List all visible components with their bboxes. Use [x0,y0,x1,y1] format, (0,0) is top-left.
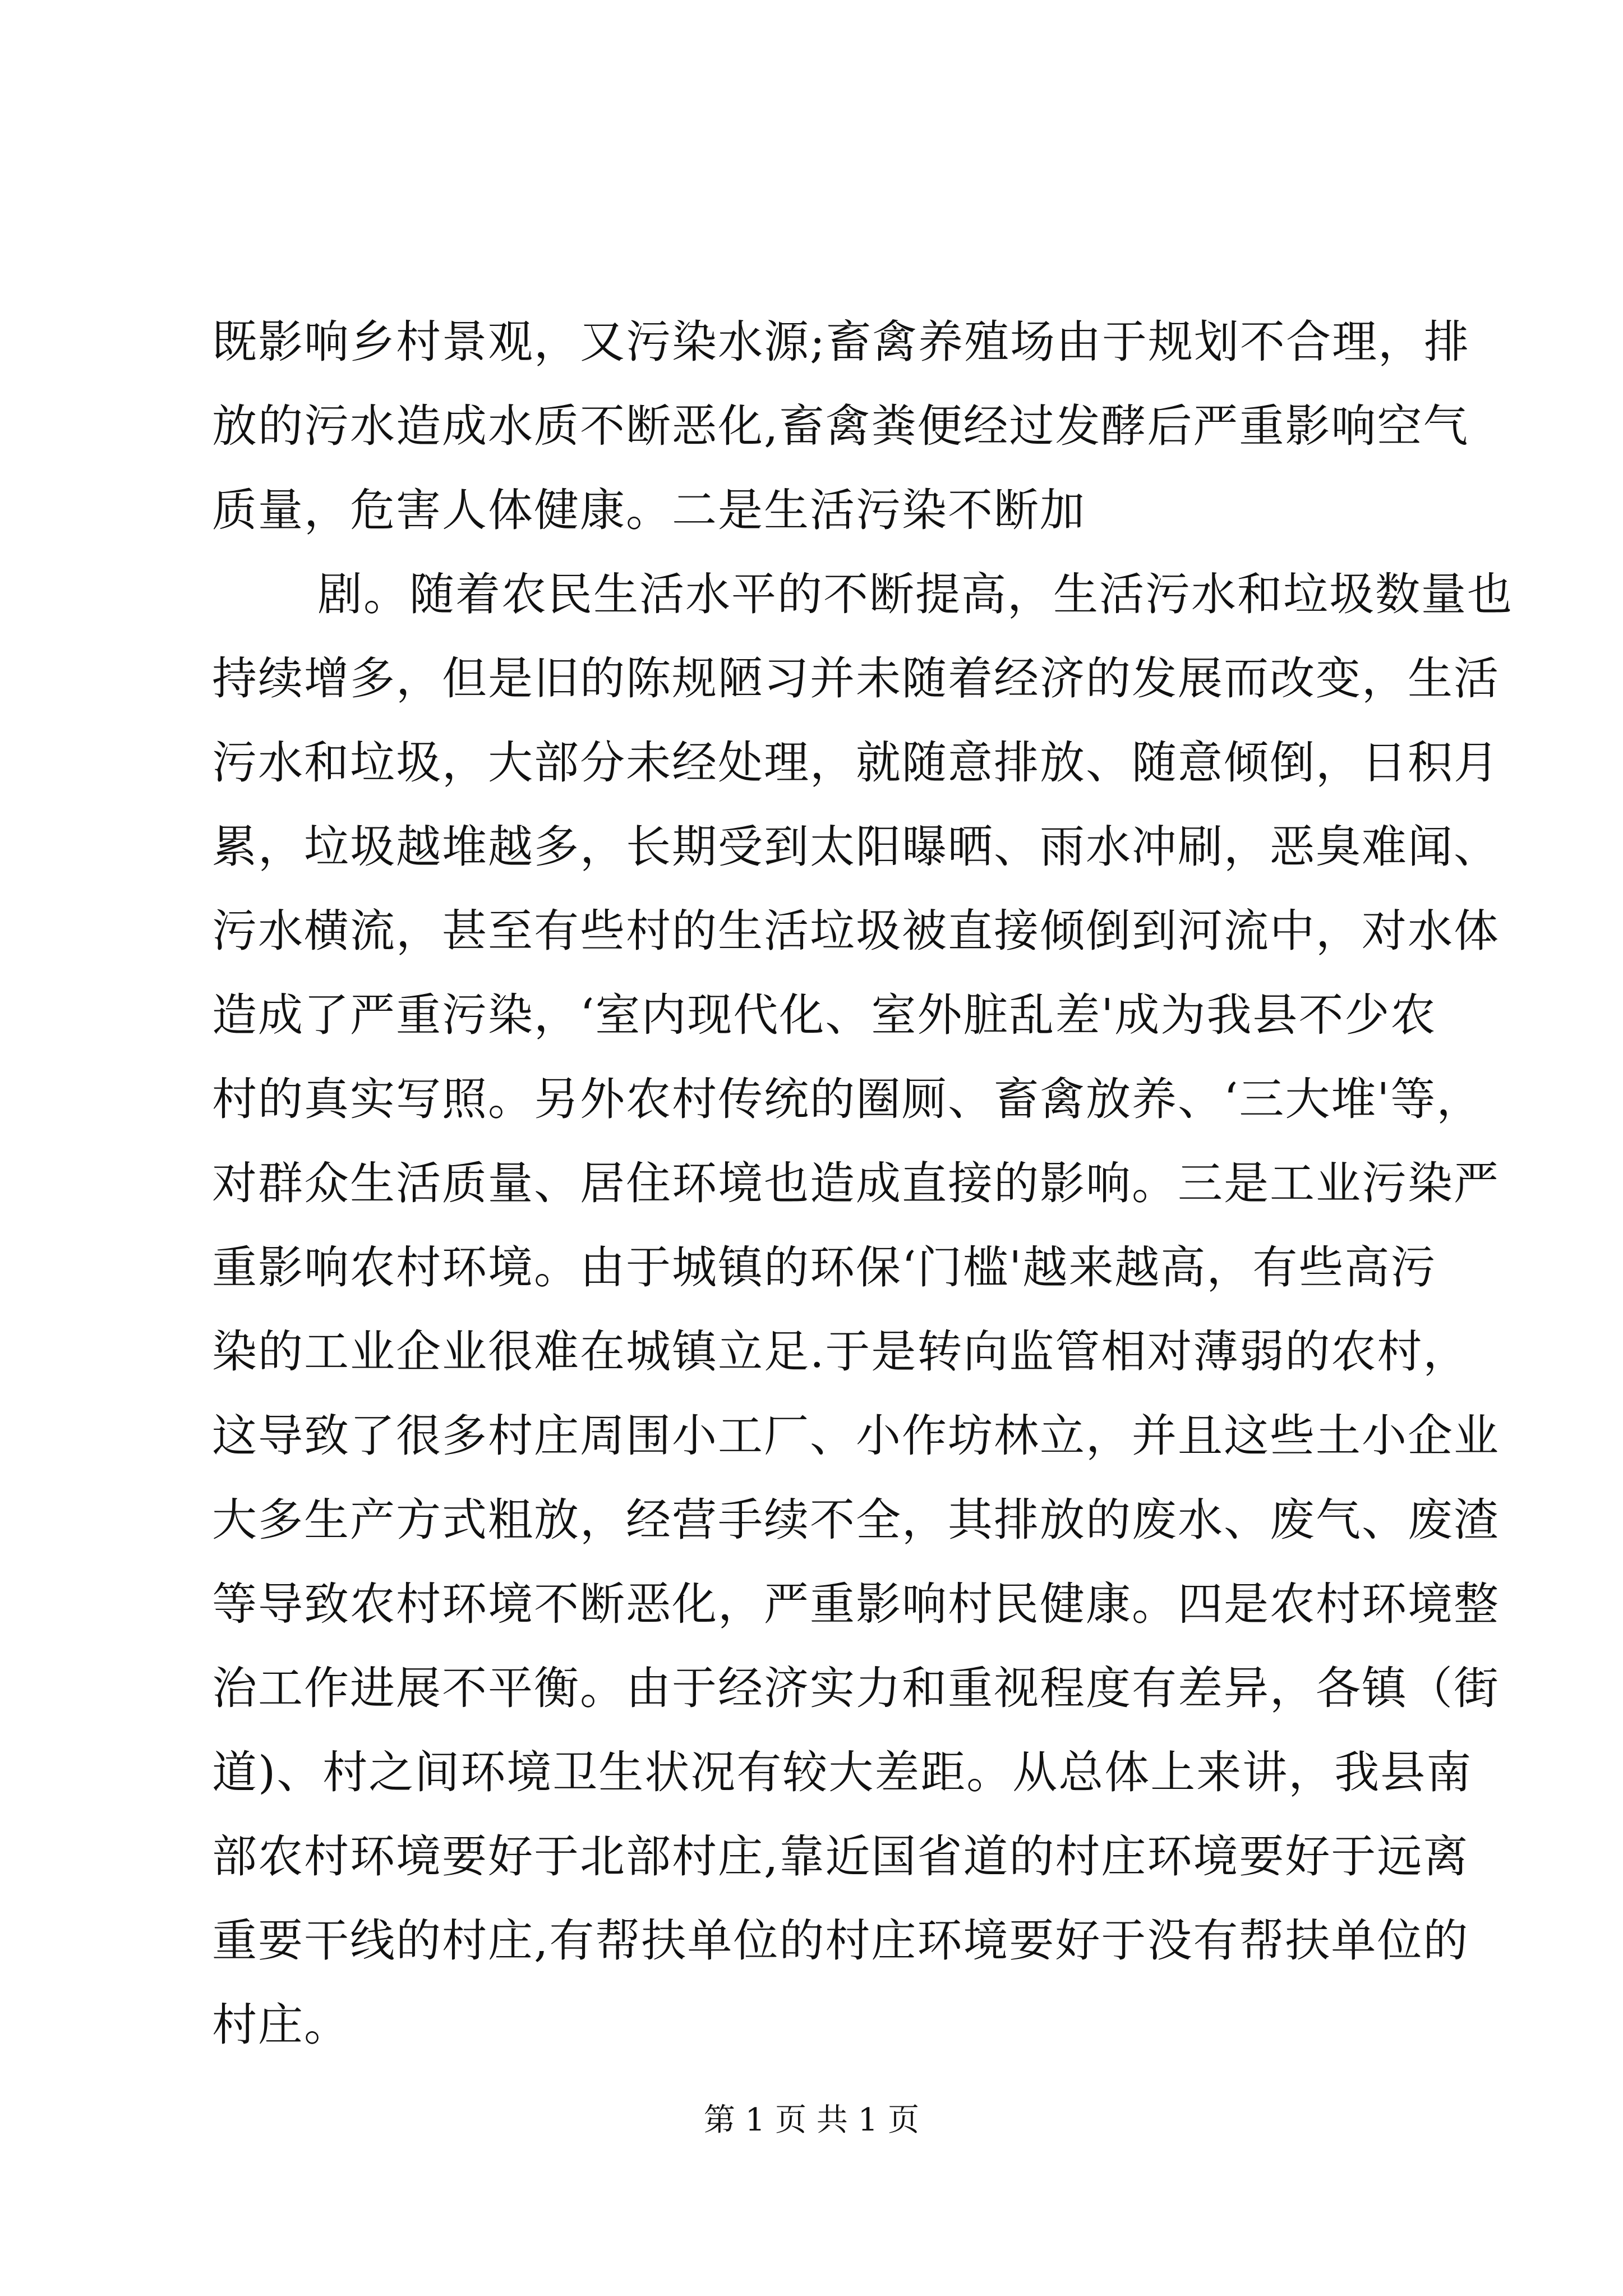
text-line: 污水和垃圾，大部分未经处理，就随意排放、随意倾倒，日积月 [212,737,1500,789]
text-line: 累，垃圾越堆越多，长期受到太阳曝晒、雨水冲刷，恶臭难闻、 [212,821,1500,873]
text-line: 重要干线的村庄,有帮扶单位的村庄环境要好于没有帮扶单位的 [212,1915,1469,1967]
text-line: 污水横流，甚至有些村的生活垃圾被直接倾倒到河流中，对水体 [212,905,1500,957]
text-line: 这导致了很多村庄周围小工厂、小作坊林立，并且这些土小企业 [212,1410,1500,1462]
text-line: 村的真实写照。另外农村传统的圈厕、畜禽放养、‘三大堆'等， [212,1073,1483,1125]
text-line: 放的污水造成水质不断恶化,畜禽粪便经过发酵后严重影响空气 [212,400,1469,452]
text-line: 造成了严重污染，‘室内现代化、室外脏乱差'成为我县不少农 [212,989,1437,1041]
text-line: 质量，危害人体健康。二是生活污染不断加 [212,484,1086,536]
document-body [212,300,1513,2067]
text-line: 道)、村之间环境卫生状况有较大差距。从总体上来讲，我县南 [212,1746,1473,1798]
text-line: 治工作进展不平衡。由于经济实力和重视程度有差异，各镇（街 [212,1662,1500,1714]
text-line: 大多生产方式粗放，经营手续不全，其排放的废水、废气、废渣 [212,1494,1500,1546]
text-line: 染的工业企业很难在城镇立足.于是转向监管相对薄弱的农村， [212,1326,1469,1378]
text-line: 村庄。 [212,1999,350,2051]
text-line: 等导致农村环境不断恶化，严重影响村民健康。四是农村环境整 [212,1578,1500,1630]
text-line: 持续增多，但是旧的陈规陋习并未随着经济的发展而改变，生活 [212,652,1500,705]
text-line: 对群众生活质量、居住环境也造成直接的影响。三是工业污染严 [212,1157,1500,1209]
text-line: 部农村环境要好于北部村庄,靠近国省道的村庄环境要好于远离 [212,1830,1469,1883]
text-line: 重影响农村环境。由于城镇的环保‘门槛'越来越高，有些高污 [212,1241,1437,1294]
text-line: 既影响乡村景观，又污染水源;畜禽养殖场由于规划不合理，排 [212,316,1470,368]
text-line: 剧。随着农民生活水平的不断提高，生活污水和垃圾数量也 [317,568,1513,620]
page-number-footer: 第 1 页 共 1 页 [703,2102,920,2138]
